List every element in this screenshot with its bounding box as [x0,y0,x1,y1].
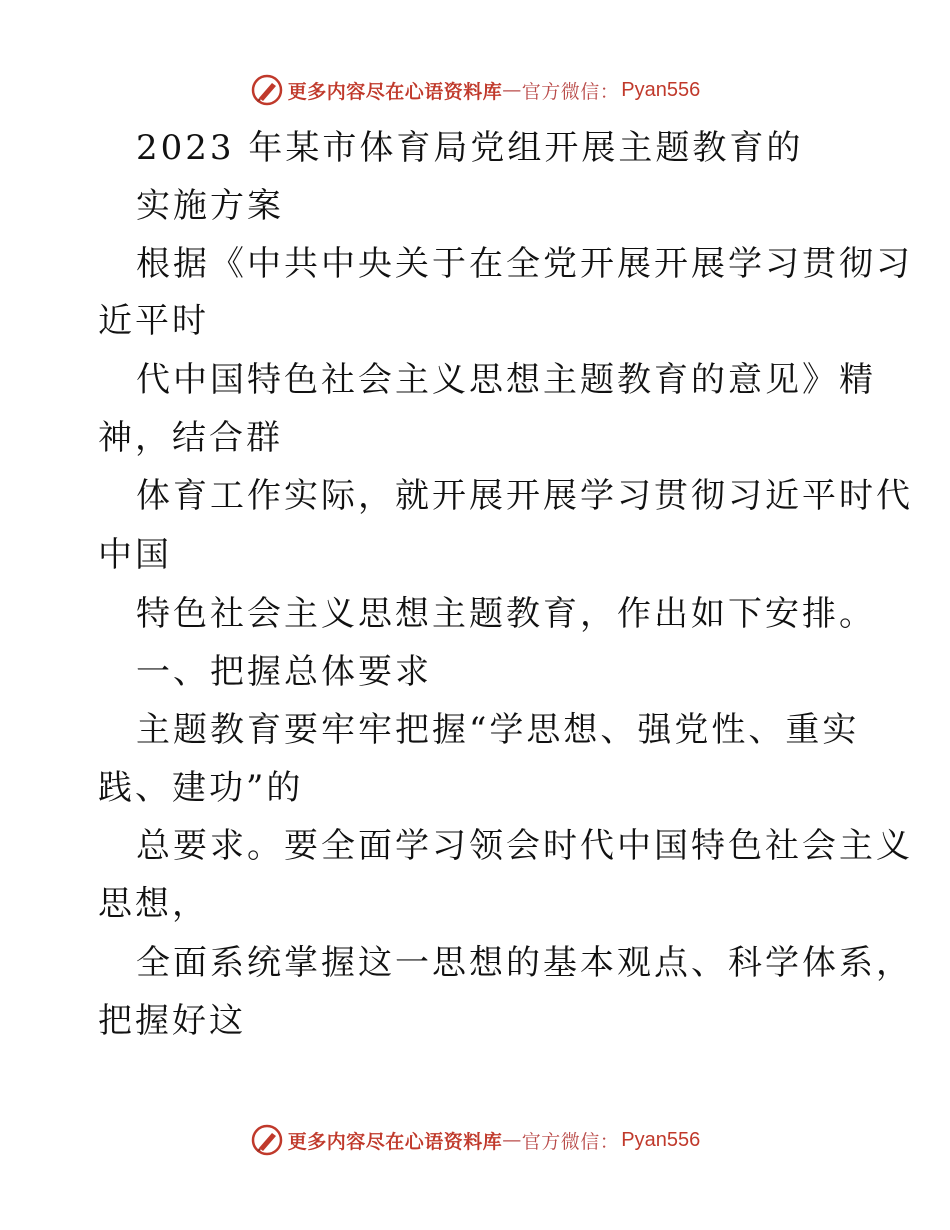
doc-text-line: 思想， [98,884,209,924]
watermark-wechat-id: Pyan556 [621,78,701,101]
pen-logo-icon [250,73,284,107]
doc-title-line-2: 实施方案 [136,186,284,226]
doc-text-line: 践、建功”的 [98,768,304,808]
watermark-top [0,70,950,110]
doc-text-line: 体育工作实际，就开展开展学习贯彻习近平时代 [136,476,913,516]
doc-text-line: 把握好这 [98,1001,246,1041]
pen-logo-icon [250,1123,284,1157]
doc-text-line: 中国 [98,535,172,575]
doc-text-line: 总要求。要全面学习领会时代中国特色社会主义 [136,826,913,866]
doc-text-line: 近平时 [98,301,209,341]
watermark-separator: — [502,1129,522,1151]
watermark-main-text: 更多内容尽在心语资料库 [287,80,503,103]
watermark-separator: — [502,79,522,101]
doc-title-line-1: 2023 年某市体育局党组开展主题教育的 [136,128,804,168]
doc-text-line: 主题教育要牢牢把握“学思想、强党性、重实 [136,710,860,750]
watermark-bottom [0,1120,950,1160]
watermark-official-label: 官方微信： [521,1130,620,1153]
section-heading: 一、把握总体要求 [136,652,432,692]
doc-text-line: 代中国特色社会主义思想主题教育的意见》精 [136,360,876,400]
watermark-official-label: 官方微信： [521,80,620,103]
doc-text-line: 根据《中共中央关于在全党开展开展学习贯彻习 [136,244,913,284]
doc-text-line: 特色社会主义思想主题教育，作出如下安排。 [136,594,876,634]
watermark-main-text: 更多内容尽在心语资料库 [287,1130,503,1153]
doc-text-line: 神，结合群 [98,418,283,458]
doc-text-line: 全面系统掌握这一思想的基本观点、科学体系， [136,943,913,983]
watermark-wechat-id: Pyan556 [621,1128,701,1151]
